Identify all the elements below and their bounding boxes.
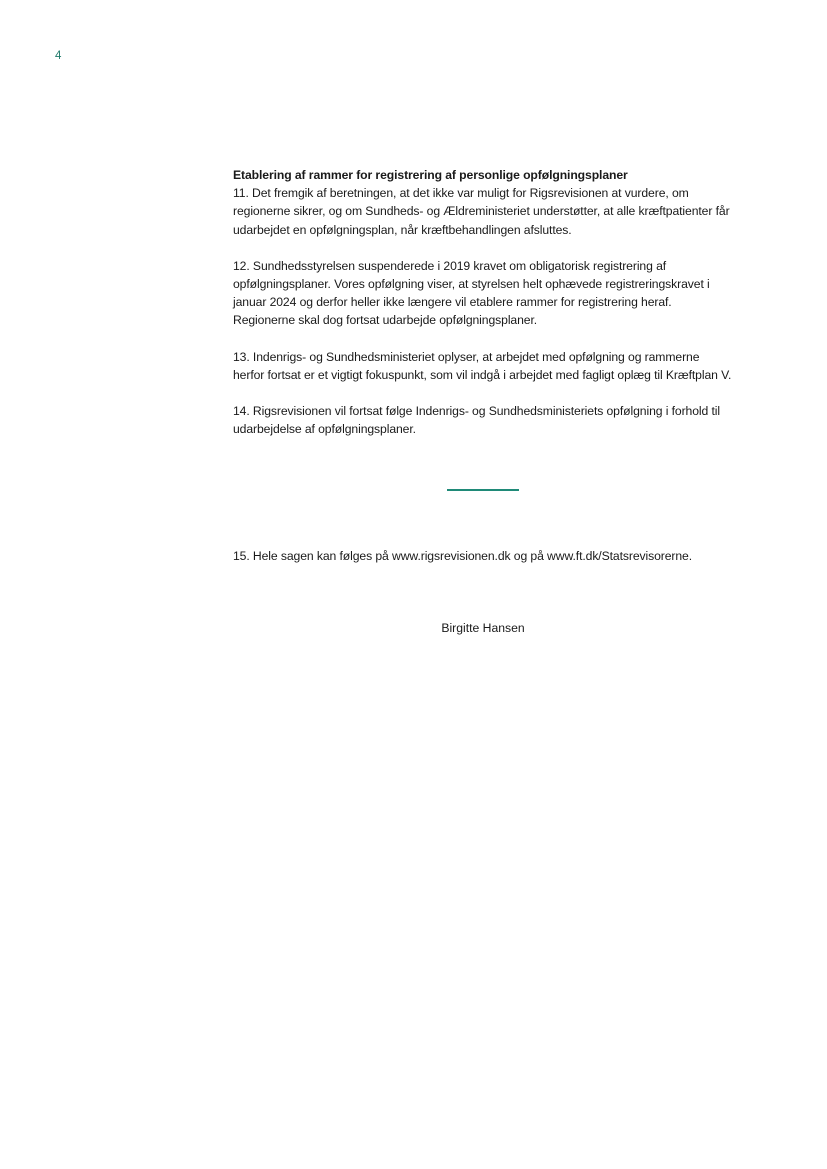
section-divider	[447, 489, 519, 491]
paragraph-11: 11. Det fremgik af beretningen, at det ikke var muligt for Rigsrevisionen at vurdere, om regionerne sikrer, og om Sundheds- og Ældreministeriet understøtter, at alle kræftpatienter får udarbejdet en opfølgningsplan, når kræftbehandlingen afsluttes.	[233, 186, 730, 237]
closing-paragraph: 15. Hele sagen kan følges på www.rigsrevisionen.dk og på www.ft.dk/Statsrevisorerne.	[233, 549, 693, 563]
section-body	[233, 166, 733, 456]
section-heading: Etablering af rammer for registrering af personlige opfølgningsplaner	[233, 168, 628, 182]
signature-name: Birgitte Hansen	[441, 621, 525, 635]
paragraph-13: 13. Indenrigs- og Sundhedsministeriet oplyser, at arbejdet med opfølgning og rammerne herfor fortsat er et vigtigt fokuspunkt, som vil indgå i arbejdet med fagligt oplæg til Kræftplan V.	[233, 349, 732, 382]
page-number: 4	[55, 50, 62, 62]
paragraph-14: 14. Rigsrevisionen vil fortsat følge Indenrigs- og Sundhedsministeriets opfølgning i forhold til udarbejdelse af opfølgningsplaner.	[233, 404, 720, 437]
paragraph-12: 12. Sundhedsstyrelsen suspenderede i 2019 kravet om obligatorisk registrering af opfølgningsplaner. Vores opfølgning viser, at styrelsen helt ophævede registreringskravet i januar 2024 og derfor heller ikke længere vil etablere rammer for registrering heraf. Regionerne skal dog fortsat udarbejde opfølgningsplaner.	[233, 258, 710, 328]
